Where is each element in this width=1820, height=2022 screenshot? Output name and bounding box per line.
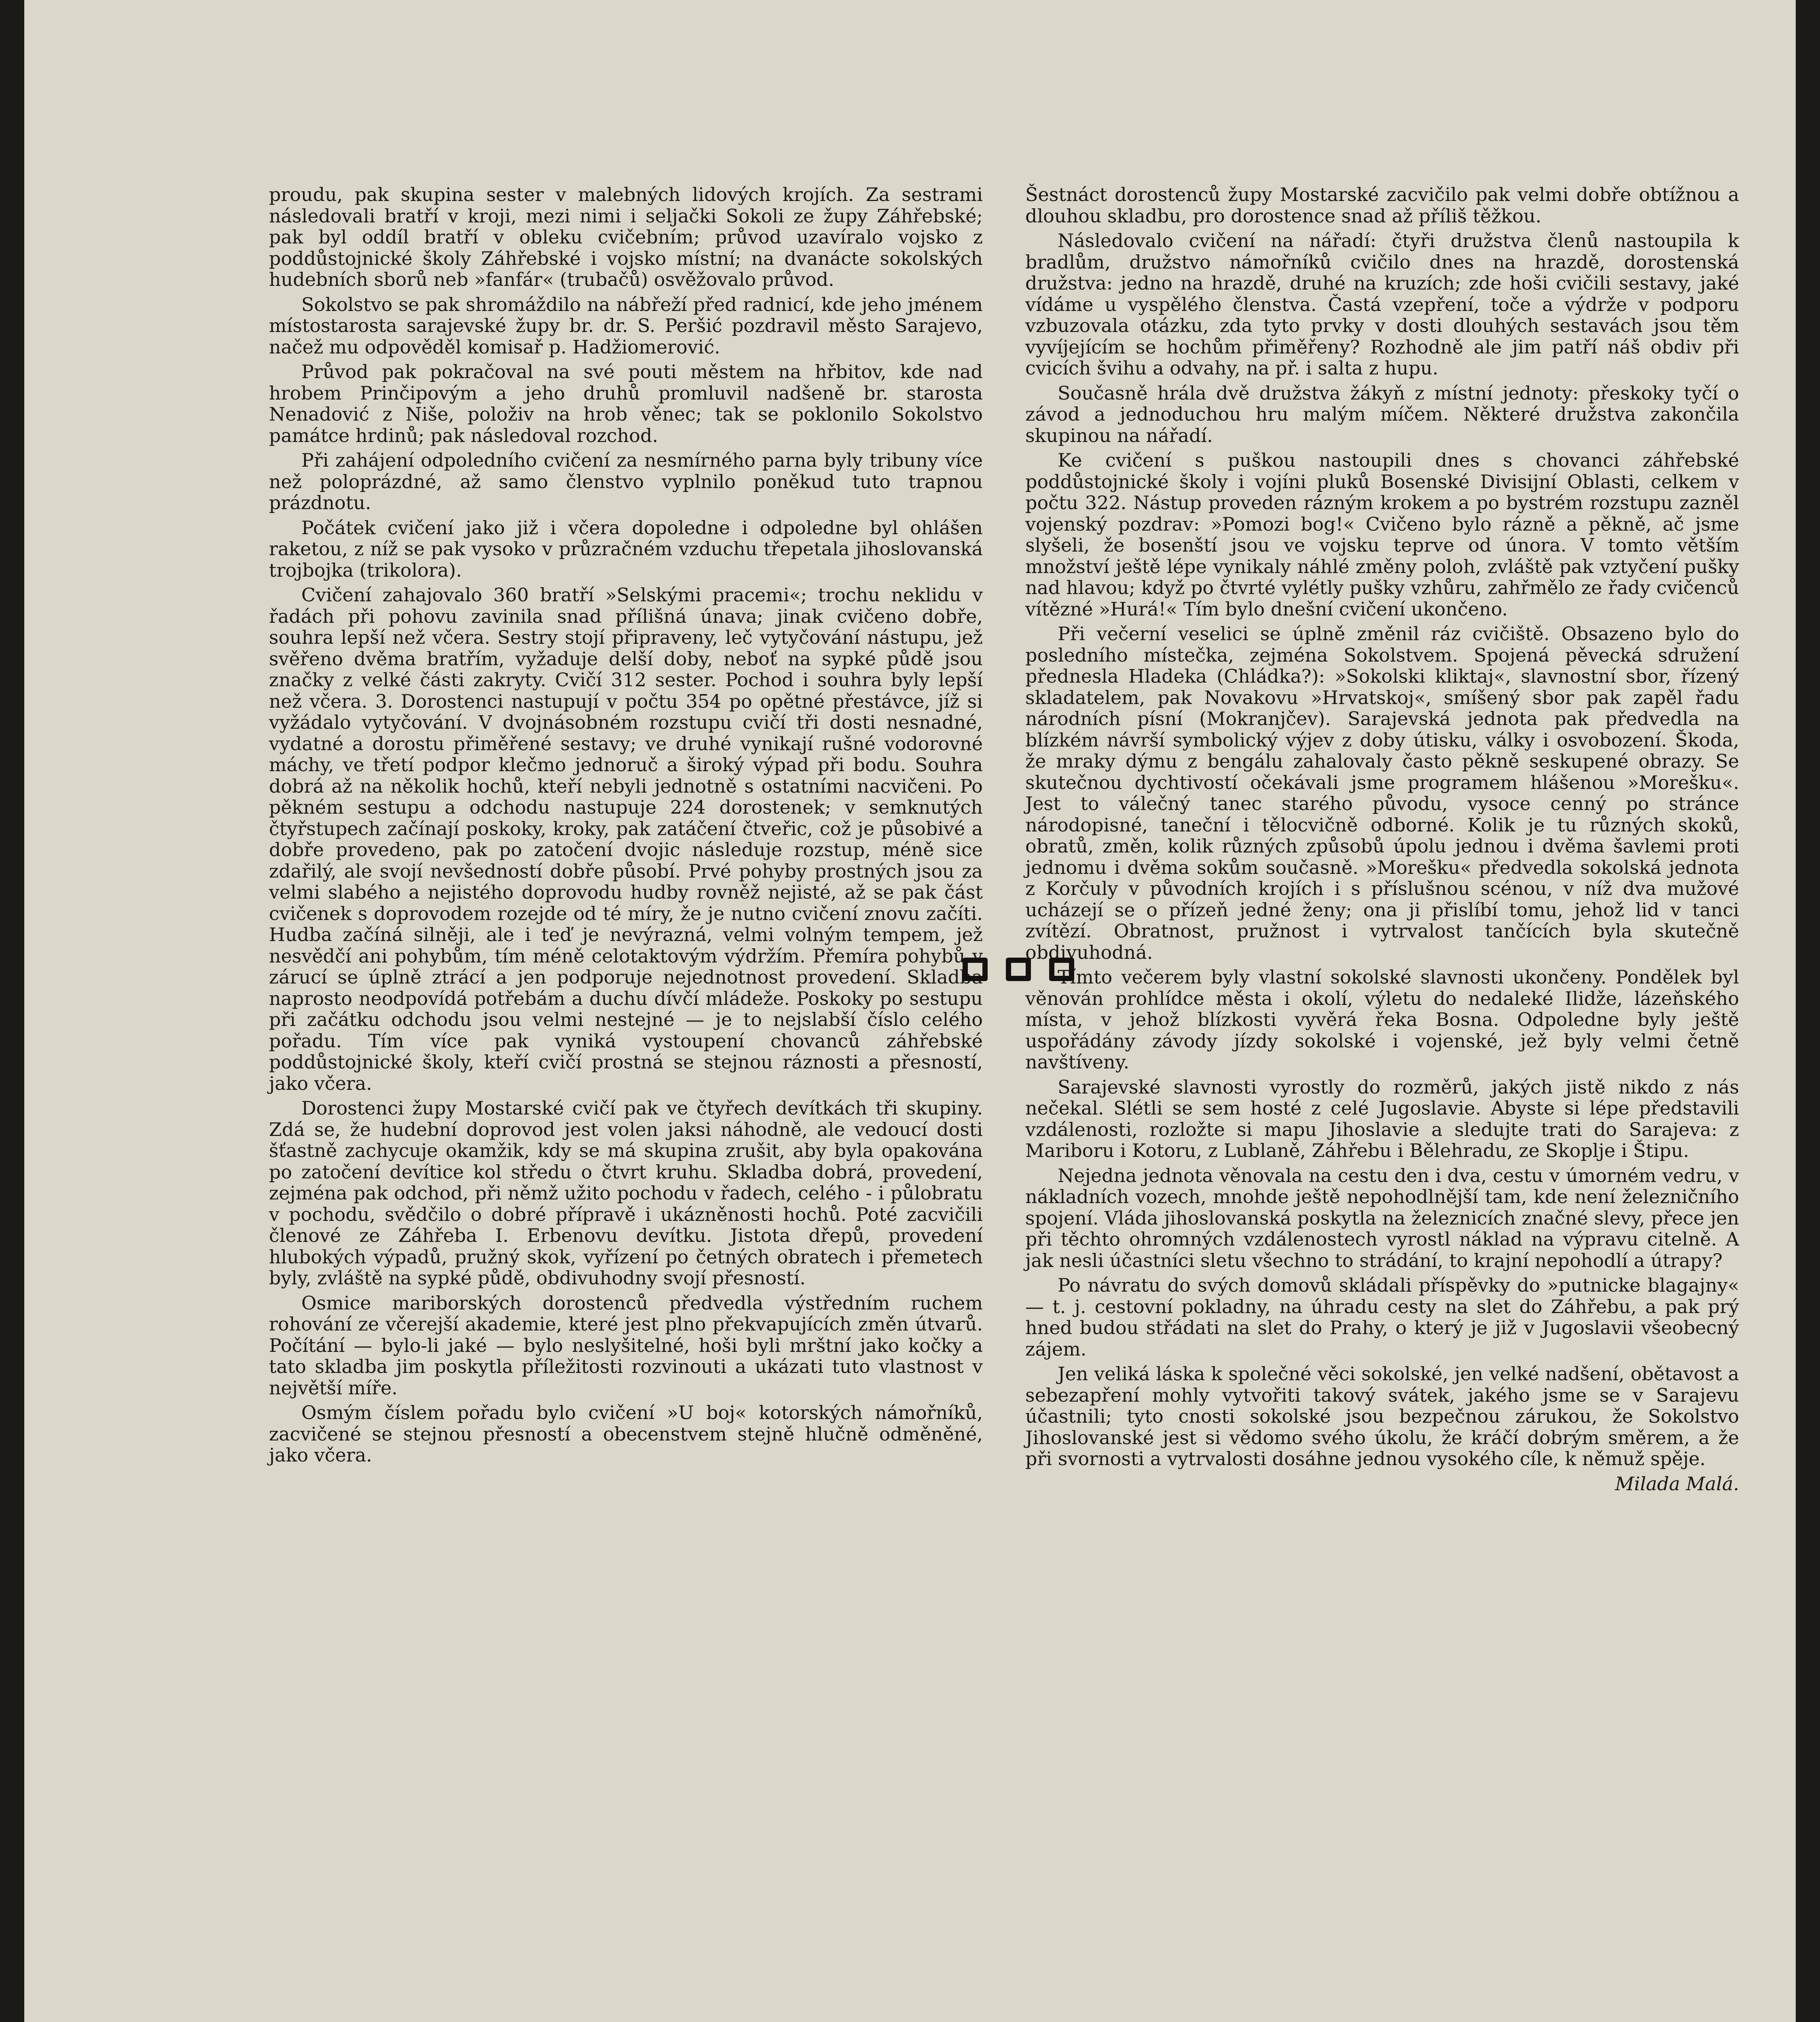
paragraph: Současně hrála dvě družstva žákyň z místní jednoty: přeskoky tyčí o závod a jednoduchou hru malým míčem. Některé družstva zakončila skupinou na nářadí. [1025, 382, 1739, 446]
scan-edge-left [0, 0, 24, 2022]
paragraph: Tímto večerem byly vlastní sokolské slavnosti ukončeny. Pondělek byl věnován prohlídce města i okolí, výletu do nedaleké Ilidže, lázeňského místa, v jehož blízkosti vyvěrá řeka Bosna. Odpoledne byly ještě uspořádány závody jízdy sokolské i vojenské, jež byly velmi četně navštíveny. [1025, 966, 1739, 1073]
paragraph: Nejedna jednota věnovala na cestu den i dva, cestu v úmorném vedru, v nákladních vozech, mnohde ještě nepohodlnější tam, kde není železničního spojení. Vláda jihoslovanská poskytla na železnicích značné slevy, přece jen při těchto ohromných vzdálenostech vyrostl náklad na výpravu citelně. A jak nesli účastníci sletu všechno to strádání, to krajní nepohodlí a útrapy? [1025, 1164, 1739, 1271]
paragraph: Jen veliká láska k společné věci sokolské, jen velké nadšení, obětavost a sebezapření mohly vytvořiti takový svátek, jakého jsme se v Sarajevu účastnili; tyto cnosti sokolské jsou bezpečnou zárukou, že Sokolstvo Jihoslovanské jest si vědomo svého úkolu, že kráčí dobrým směrem, a že při svornosti a vytrvalosti dosáhne jednou vysokého cíle, k němuž spěje. [1025, 1363, 1739, 1470]
paragraph: proudu, pak skupina sester v malebných lidových krojích. Za sestrami následovali bratří v kroji, mezi nimi i seljački Sokoli ze župy Záhřebské; pak byl oddíl bratří v obleku cvičebním; průvod uzavíralo vojsko z poddůstojnické školy Záhřebské i vojsko místní; na dvanácte sokolských hudebních sborů neb »fanfár« (trubačů) osvěžovalo průvod. [269, 184, 983, 290]
paragraph: Šestnáct dorostenců župy Mostarské zacvičilo pak velmi dobře obtížnou a dlouhou skladbu, pro dorostence snad až příliš těžkou. [1025, 184, 1739, 227]
section-end-marks [963, 958, 1084, 986]
paragraph: Dorostenci župy Mostarské cvičí pak ve čtyřech devítkách tři skupiny. Zdá se, že hudební doprovod jest volen jaksi náhodně, ale vedoucí dosti šťastně zachycuje okamžik, kdy se má skupina zrušit, aby byla opakována po zatočení devítice kol středu o čtvrt kruhu. Skladba dobrá, provedení, zejména pak odchod, při němž užito pochodu v řadech, celého - i půlobratu v pochodu, svědčilo o dobré přípravě i ukázněnosti hochů. Poté zacvičili členové ze Záhřeba I. Erbenovu devítku. Jistota dřepů, provedení hlubokých výpadů, pružný skok, vyřízení po četných obratech i přemetech byly, zvláště na sypké půdě, obdivuhodny svojí přesností. [269, 1097, 983, 1289]
paragraph: Osmým číslem pořadu bylo cvičení »U boj« kotorských námořníků, zacvičené se stejnou přesností a obecenstvem stejně hlučně odměněné, jako včera. [269, 1402, 983, 1466]
author-signature: Milada Malá. [1615, 1472, 1739, 1495]
paragraph: Sarajevské slavnosti vyrostly do rozměrů, jakých jistě nikdo z nás nečekal. Slétli se sem hosté z celé Jugoslavie. Abyste si lépe představili vzdálenosti, rozložte si mapu Jihoslavie a sledujte trati do Sarajeva: z Mariboru i Kotoru, z Lublaně, Záhřebu i Bělehradu, ze Skoplje i Štipu. [1025, 1076, 1739, 1161]
paragraph: Sokolstvo se pak shromáždilo na nábřeží před radnicí, kde jeho jménem místostarosta sarajevské župy br. dr. S. Peršić pozdravil město Sarajevo, načež mu odpověděl komisař p. Hadžiomerović. [269, 293, 983, 358]
paragraph: Osmice mariborských dorostenců předvedla výstředním ruchem rohování ze včerejší akademie, které jest plno překvapujících změn útvarů. Počítání — bylo-li jaké — bylo neslyšitelné, hoši byli mrštní jako kočky a tato skladba jim poskytla příležitosti rozvinouti a ukázati tuto vlastnost v největší míře. [269, 1292, 983, 1399]
paragraph: Průvod pak pokračoval na své pouti městem na hřbitov, kde nad hrobem Prinčipovým a jeho druhů promluvil nadšeně br. starosta Nenadović z Niše, položiv na hrob věnec; tak se poklonilo Sokolstvo památce hrdinů; pak následoval rozchod. [269, 361, 983, 446]
square-ornament-icon [963, 958, 988, 981]
paragraph: Při večerní veselici se úplně změnil ráz cvičiště. Obsazeno bylo do posledního místečka, zejména Sokolstvem. Spojená pěvecká sdružení přednesla Hladeka (Chládka?): »Sokolski kliktaj«, slavnostní sbor, řízený skladatelem, pak Novakovu »Hrvatskoj«, smíšený sbor pak zapěl řadu národních písní (Mokranjčev). Sarajevská jednota pak předvedla na blízkém návrší symbolický výjev z doby útisku, války i osvobození. Škoda, že mraky dýmu z bengálu zahalovaly často pěkně seskupené obrazy. Se skutečnou dychtivostí očekávali jsme programem hlášenou »Morešku«. Jest to válečný tanec starého původu, vysoce cenný po stránce národopisné, taneční i tělocvičně odborné. Kolik je tu různých skoků, obratů, změn, kolik různých způsobů úpolu jednou i dvěma šavlemi proti jednomu i dvěma sokům současně. »Morešku« předvedla sokolská jednota z Korčuly v původních krojích i s příslušnou scénou, v níž dva mužové ucházejí se o přízeň jedné ženy; ona ji přislíbí tomu, jehož lid v tanci zvítězí. Obratnost, pružnost i vytrvalost tančících byla skutečně obdivuhodná. [1025, 623, 1739, 963]
paragraph: Ke cvičení s puškou nastoupili dnes s chovanci záhřebské poddůstojnické školy i vojíni pluků Bosenské Divisijní Oblasti, celkem v počtu 322. Nástup proveden rázným krokem a po bystrém rozstupu zazněl vojenský pozdrav: »Pomozi bog!« Cvičeno bylo rázně a pěkně, ač jsme slyšeli, že bosenští jsou ve vojsku teprve od února. V tomto větším množství ještě lépe vynikaly náhlé změny poloh, zvláště pak vztyčení pušky nad hlavou; když po čtvrté vylétly pušky vzhůru, zahřmělo ze řady cvičenců vítězné »Hurá!« Tím bylo dnešní cvičení ukončeno. [1025, 449, 1739, 620]
square-ornament-icon [1006, 958, 1031, 981]
paragraph: Počátek cvičení jako již i včera dopoledne i odpoledne byl ohlášen raketou, z níž se pak vysoko v průzračném vzduchu třepetala jihoslovanská trojbojka (trikolora). [269, 516, 983, 581]
scan-edge-right [1796, 0, 1820, 2022]
paragraph: Při zahájení odpoledního cvičení za nesmírného parna byly tribuny více než poloprázdné, až samo členstvo vyplnilo poněkud tuto trapnou prázdnotu. [269, 449, 983, 514]
page [24, 0, 1796, 2022]
square-ornament-icon [1049, 958, 1074, 981]
paragraph: Následovalo cvičení na nářadí: čtyři družstva členů nastoupila k bradlům, družstvo námořníků cvičilo dnes na hrazdě, dorostenská družstva: jedno na hrazdě, druhé na kruzích; zde hoši cvičili sestavy, jaké vídáme u vyspělého členstva. Častá vzepření, toče a výdrže v podporu vzbuzovala otázku, zda tyto prvky v dosti dlouhých sestavách jsou těm vyvíjejícím se hochům přiměřeny? Rozhodně ale jim patří náš obdiv při cvicích švihu a odvahy, na př. i salta z hupu. [1025, 230, 1739, 379]
paragraph: Po návratu do svých domovů skládali příspěvky do »putnicke blagajny« — t. j. cestovní pokladny, na úhradu cesty na slet do Záhřebu, a pak prý hned budou střádati na slet do Prahy, o který je již v Jugoslavii všeobecný zájem. [1025, 1274, 1739, 1360]
left-column [269, 184, 983, 1470]
right-column [1025, 184, 1739, 1494]
paragraph: Cvičení zahajovalo 360 bratří »Selskými pracemi«; trochu neklidu v řadách při pohovu zavinila snad přílišná únava; jinak cvičeno dobře, souhra lepší než včera. Sestry stojí připraveny, leč vytyčování nástupu, jež svěřeno dvěma bratřím, vyžaduje delší doby, neboť na sypké půdě jsou značky z velké části zakryty. Cvičí 312 sester. Pochod i souhra byly lepší než včera. 3. Dorostenci nastupují v počtu 354 po opětné přestávce, jíž si vyžádalo vytyčování. V dvojnásobném rozstupu cvičí tři dosti nesnadné, vydatné a dorostu přiměřené sestavy; ve druhé vynikají rušné vodorovné máchy, ve třetí podpor klečmo jednoruč a široký výpad při bodu. Souhra dobrá až na několik hochů, kteří nebyli jednotně s ostatními nacvičeni. Po pěkném sestupu a odchodu nastupuje 224 dorostenek; v semknutých čtyřstupech začínají poskoky, kroky, pak zatáčení čtveřic, což je působivé a dobře provedeno, pak po zatočení dvojic následuje rozstup, méně sice zdařilý, ale svojí nevšedností dobře působí. Prvé pohyby prostných jsou za velmi slabého a nejistého doprovodu hudby rovněž nejisté, až se pak část cvičenek s doprovodem rozejde od té míry, že je nutno cvičení znovu začíti. Hudba začíná silněji, ale i teď je nevýrazná, velmi volným tempem, jež nesvědčí ani pohybům, tím méně celotaktovým výdržím. Přemíra pohybů v zárucí se úplně ztrácí a jen podporuje nejednotnost provedení. Skladba naprosto neodpovídá potřebám a duchu dívčí mládeže. Poskoky po sestupu při začátku odchodu jsou velmi nestejné — je to nejslabší číslo celého pořadu. Tím více pak vyniká vystoupení chovanců záhřebské poddůstojnické školy, kteří cvičí prostná se stejnou ráznosti a přesností, jako včera. [269, 584, 983, 1094]
